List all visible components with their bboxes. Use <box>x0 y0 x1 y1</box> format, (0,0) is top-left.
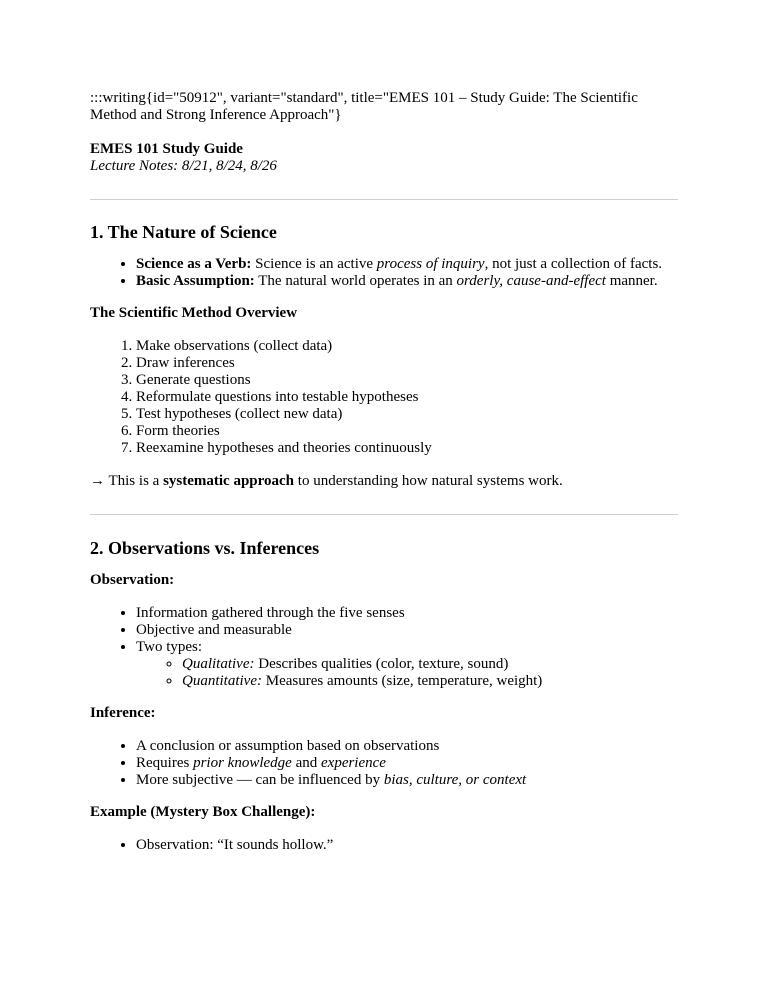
list-item-text: and <box>291 755 321 771</box>
list-item <box>136 639 678 690</box>
list-item <box>182 673 678 690</box>
inference-heading: Inference: <box>90 705 156 721</box>
summary-emphasis: systematic approach <box>163 473 295 489</box>
bullet-text: , not just a collection of facts. <box>484 256 663 272</box>
observation-types-list <box>136 656 678 690</box>
bullet-emphasis: orderly, cause-and-effect <box>456 273 606 289</box>
list-item: • Objective and measurable <box>136 622 678 639</box>
list-item <box>136 256 678 273</box>
list-item: 2. Draw inferences <box>136 355 678 372</box>
inference-list <box>90 738 678 789</box>
summary-line <box>90 473 678 490</box>
section-heading-nature-of-science: 1. The Nature of Science <box>90 222 277 242</box>
type-name: Qualitative: <box>182 656 255 672</box>
bullet-text: manner. <box>605 273 658 289</box>
divider <box>90 199 678 200</box>
list-item-text: Two types: <box>136 639 203 655</box>
list-item-text: Requires <box>136 755 194 771</box>
section-heading-observations-vs-inferences: 2. Observations vs. Inferences <box>90 538 320 558</box>
list-item: 3. Generate questions <box>136 372 678 389</box>
list-item: 6. Form theories <box>136 423 678 440</box>
list-item: • Observation: “It sounds hollow.” <box>136 837 678 854</box>
bullet-label: Basic Assumption: <box>136 273 255 289</box>
list-item-emphasis: experience <box>321 755 386 771</box>
list-item-emphasis: prior knowledge <box>193 755 292 771</box>
list-item: 1. Make observations (collect data) <box>136 338 678 355</box>
type-desc: Measures amounts (size, temperature, weight) <box>261 673 543 689</box>
list-item-text: More subjective — can be influenced by <box>136 772 384 788</box>
type-desc: Describes qualities (color, texture, sound) <box>254 656 509 672</box>
list-item <box>136 273 678 290</box>
nature-bullet-list <box>90 256 678 290</box>
bullet-text: Science is an active <box>251 256 377 272</box>
list-item <box>136 772 678 789</box>
bullet-emphasis: process of inquiry <box>376 256 485 272</box>
method-overview-heading: The Scientific Method Overview <box>90 305 298 321</box>
writing-directive: :::writing{id="50912", variant="standard", title="EMES 101 – Study Guide: The Scientific Method and Strong Inference Approach"} <box>90 90 638 123</box>
example-list <box>90 837 678 854</box>
list-item <box>136 755 678 772</box>
list-item <box>182 656 678 673</box>
observation-heading: Observation: <box>90 572 175 588</box>
summary-text: → This is a <box>90 473 164 489</box>
summary-text: to understanding how natural systems work. <box>294 473 563 489</box>
example-heading: Example (Mystery Box Challenge): <box>90 804 316 820</box>
list-item: 7. Reexamine hypotheses and theories continuously <box>136 440 678 457</box>
bullet-label: Science as a Verb: <box>136 256 252 272</box>
type-name: Quantitative: <box>182 673 262 689</box>
list-item: • A conclusion or assumption based on observations <box>136 738 678 755</box>
lecture-notes: Lecture Notes: 8/21, 8/24, 8/26 <box>90 158 277 174</box>
observation-list <box>90 605 678 690</box>
list-item: 4. Reformulate questions into testable hypotheses <box>136 389 678 406</box>
list-item: • Information gathered through the five senses <box>136 605 678 622</box>
divider <box>90 514 678 515</box>
list-item: 5. Test hypotheses (collect new data) <box>136 406 678 423</box>
list-item-emphasis: bias, culture, or context <box>383 772 527 788</box>
bullet-text: The natural world operates in an <box>254 273 457 289</box>
guide-title: EMES 101 Study Guide <box>90 141 243 157</box>
scientific-method-steps <box>90 338 678 457</box>
